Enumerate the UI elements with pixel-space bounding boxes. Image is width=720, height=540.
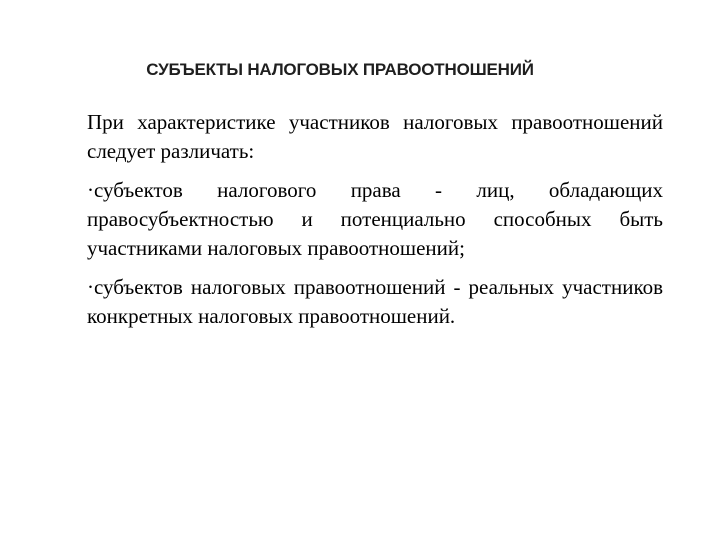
bullet-item-1: ·субъектов налогового права - лиц, обладающих правосубъектностью и потенциально способных быть участниками налоговых правоотношений; xyxy=(87,178,663,260)
slide-title: СУБЪЕКТЫ НАЛОГОВЫХ ПРАВООТНОШЕНИЙ xyxy=(146,60,534,79)
intro-paragraph: При характеристике участников налоговых правоотношений следует различать: xyxy=(87,110,663,163)
slide-body xyxy=(87,108,663,341)
bullet-item-2: ·субъектов налоговых правоотношений - реальных участников конкретных налоговых правоотношений. xyxy=(87,275,663,328)
